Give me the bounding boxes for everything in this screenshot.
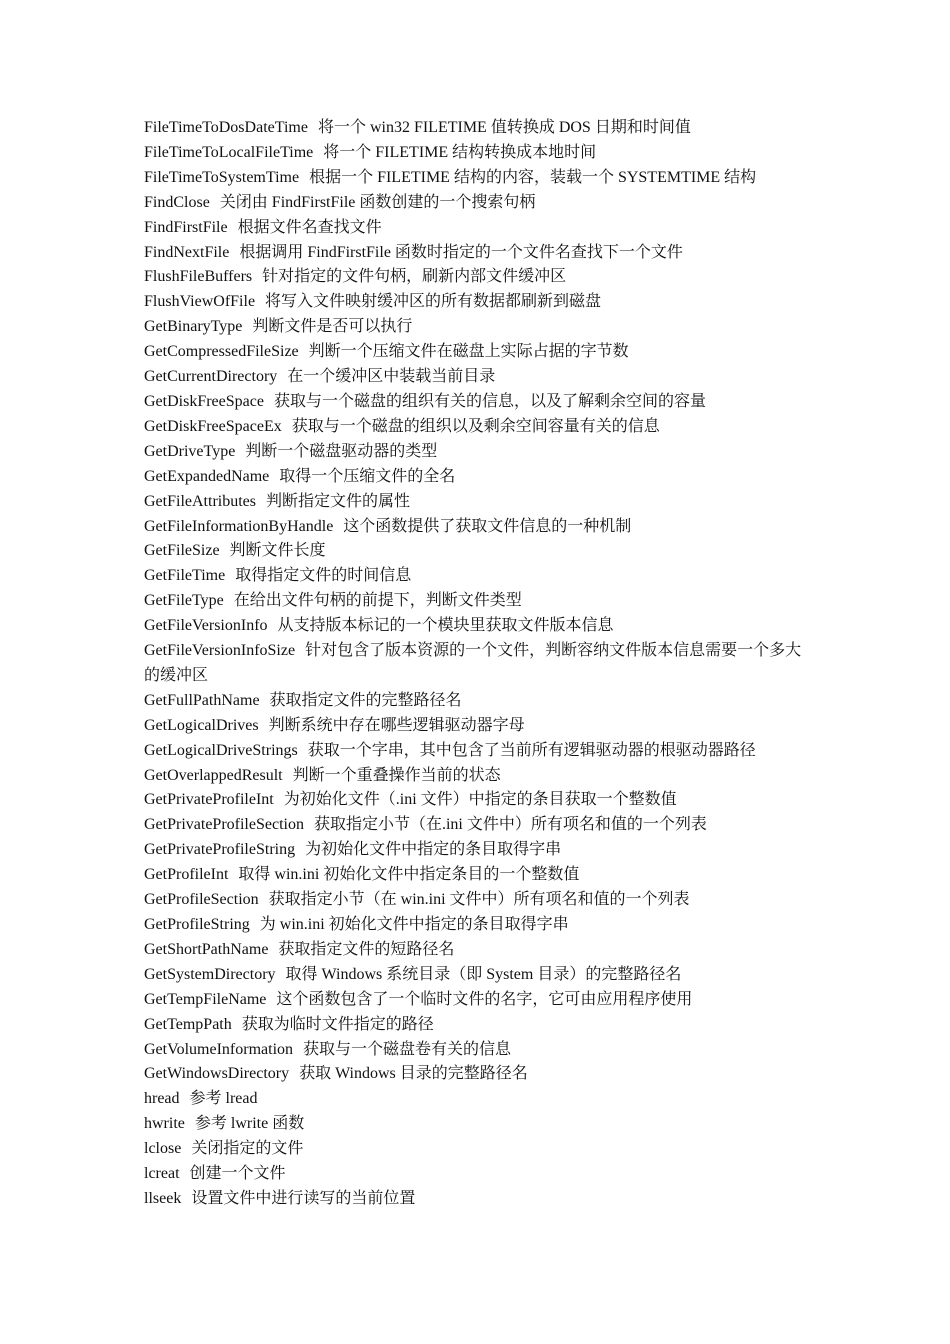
function-description: 针对包含了版本资源的一个文件，判断容纳文件版本信息需要一个多大的缓冲区 xyxy=(144,642,802,684)
function-entry xyxy=(144,365,812,390)
function-name: GetPrivateProfileInt xyxy=(144,791,274,809)
function-description: 为初始化文件（.ini 文件）中指定的条目获取一个整数值 xyxy=(283,791,677,809)
function-entry xyxy=(144,689,812,714)
function-description: 将一个 FILETIME 结构转换成本地时间 xyxy=(323,143,597,161)
function-description: 为初始化文件中指定的条目取得字串 xyxy=(305,841,562,859)
function-name: GetFileVersionInfo xyxy=(144,617,268,635)
function-description: 将一个 win32 FILETIME 值转换成 DOS 日期和时间值 xyxy=(317,119,691,136)
function-description: 获取指定小节（在.ini 文件中）所有项名和值的一个列表 xyxy=(313,816,707,834)
function-description: 根据一个 FILETIME 结构的内容，装载一个 SYSTEMTIME 结构 xyxy=(309,168,757,186)
function-entry xyxy=(144,963,812,988)
function-description: 取得 Windows 系统目录（即 System 目录）的完整路径名 xyxy=(285,965,682,983)
function-description: 获取指定小节（在 win.ini 文件中）所有项名和值的一个列表 xyxy=(268,891,690,909)
function-name: GetDiskFreeSpace xyxy=(144,392,264,410)
function-list xyxy=(144,116,812,1212)
function-name: GetLogicalDrives xyxy=(144,716,259,734)
function-name: hread xyxy=(144,1090,180,1108)
function-name: lclose xyxy=(144,1140,182,1158)
function-entry xyxy=(144,639,812,689)
function-entry xyxy=(144,988,812,1013)
function-description: 获取与一个磁盘的组织以及剩余空间容量有关的信息 xyxy=(291,417,660,435)
function-entry xyxy=(144,465,812,490)
function-name: GetCurrentDirectory xyxy=(144,368,278,386)
function-name: GetExpandedName xyxy=(144,467,270,485)
function-description: 获取为临时文件指定的路径 xyxy=(241,1015,434,1033)
function-entry xyxy=(144,589,812,614)
function-entry xyxy=(144,863,812,888)
function-entry xyxy=(144,913,812,938)
function-entry xyxy=(144,714,812,739)
function-entry xyxy=(144,739,812,764)
function-name: GetWindowsDirectory xyxy=(144,1065,290,1083)
function-name: llseek xyxy=(144,1189,182,1207)
function-name: FileTimeToDosDateTime xyxy=(144,119,308,136)
function-entry xyxy=(144,1187,812,1212)
function-name: GetCompressedFileSize xyxy=(144,343,299,361)
function-description: 创建一个文件 xyxy=(189,1165,286,1183)
function-name: GetDiskFreeSpaceEx xyxy=(144,417,282,435)
function-entry xyxy=(144,1087,812,1112)
function-description: 判断一个磁盘驱动器的类型 xyxy=(245,442,438,460)
function-name: FindClose xyxy=(144,193,210,211)
function-entry xyxy=(144,191,812,216)
function-name: GetProfileSection xyxy=(144,891,259,909)
function-description: 针对指定的文件句柄，刷新内部文件缓冲区 xyxy=(262,268,567,286)
function-name: FlushFileBuffers xyxy=(144,268,253,286)
function-description: 这个函数包含了一个临时文件的名字，它可由应用程序使用 xyxy=(276,990,693,1008)
function-entry xyxy=(144,216,812,241)
function-entry xyxy=(144,1062,812,1087)
function-description: 从支持版本标记的一个模块里获取文件版本信息 xyxy=(277,617,614,635)
function-description: 这个函数提供了获取文件信息的一种机制 xyxy=(343,517,632,535)
function-name: GetFileType xyxy=(144,592,224,610)
function-entry xyxy=(144,141,812,166)
function-entry xyxy=(144,166,812,191)
function-entry xyxy=(144,838,812,863)
function-entry xyxy=(144,888,812,913)
function-entry xyxy=(144,539,812,564)
function-entry xyxy=(144,515,812,540)
function-name: hwrite xyxy=(144,1115,185,1133)
function-description: 在给出文件句柄的前提下，判断文件类型 xyxy=(233,592,522,610)
function-name: GetTempPath xyxy=(144,1015,232,1033)
function-entry xyxy=(144,315,812,340)
function-description: 获取一个字串，其中包含了当前所有逻辑驱动器的根驱动器路径 xyxy=(307,741,756,759)
function-description: 为 win.ini 初始化文件中指定的条目取得字串 xyxy=(259,916,569,933)
function-name: FileTimeToSystemTime xyxy=(144,168,300,186)
function-entry xyxy=(144,390,812,415)
function-description: 关闭由 FindFirstFile 函数创建的一个搜索句柄 xyxy=(219,193,536,211)
function-entry xyxy=(144,265,812,290)
function-description: 获取指定文件的完整路径名 xyxy=(269,691,462,709)
function-description: 取得 win.ini 初始化文件中指定条目的一个整数值 xyxy=(238,866,580,884)
function-entry xyxy=(144,490,812,515)
function-name: GetFullPathName xyxy=(144,691,260,709)
function-entry xyxy=(144,116,812,141)
function-description: 关闭指定的文件 xyxy=(191,1140,304,1158)
function-entry xyxy=(144,1038,812,1063)
function-description: 取得一个压缩文件的全名 xyxy=(279,467,456,485)
function-entry xyxy=(144,788,812,813)
function-description: 获取指定文件的短路径名 xyxy=(278,940,455,958)
function-entry xyxy=(144,440,812,465)
function-description: 判断文件长度 xyxy=(229,542,326,560)
function-entry xyxy=(144,340,812,365)
function-name: GetPrivateProfileString xyxy=(144,841,296,859)
function-name: FindFirstFile xyxy=(144,218,228,236)
function-entry xyxy=(144,764,812,789)
function-name: FileTimeToLocalFileTime xyxy=(144,143,314,161)
function-entry xyxy=(144,1112,812,1137)
function-entry xyxy=(144,1162,812,1187)
function-description: 获取与一个磁盘的组织有关的信息，以及了解剩余空间的容量 xyxy=(273,392,706,410)
function-name: GetProfileString xyxy=(144,916,250,933)
function-description: 判断一个重叠操作当前的状态 xyxy=(292,766,501,784)
function-description: 参考 lread xyxy=(189,1090,258,1108)
function-description: 判断文件是否可以执行 xyxy=(252,318,413,336)
function-name: GetSystemDirectory xyxy=(144,965,276,983)
function-description: 获取与一个磁盘卷有关的信息 xyxy=(303,1040,512,1058)
function-entry xyxy=(144,241,812,266)
function-entry xyxy=(144,614,812,639)
function-name: GetDriveType xyxy=(144,442,236,460)
function-name: GetFileSize xyxy=(144,542,220,560)
function-entry xyxy=(144,415,812,440)
function-name: GetFileVersionInfoSize xyxy=(144,642,296,660)
function-description: 判断指定文件的属性 xyxy=(265,492,410,510)
function-name: GetOverlappedResult xyxy=(144,766,283,784)
function-name: lcreat xyxy=(144,1165,180,1183)
function-description: 设置文件中进行读写的当前位置 xyxy=(191,1189,416,1207)
function-name: GetFileTime xyxy=(144,567,226,585)
function-description: 根据调用 FindFirstFile 函数时指定的一个文件名查找下一个文件 xyxy=(239,243,683,261)
function-description: 判断系统中存在哪些逻辑驱动器字母 xyxy=(268,716,525,734)
function-name: GetTempFileName xyxy=(144,990,267,1008)
function-name: GetPrivateProfileSection xyxy=(144,816,304,834)
function-name: GetFileAttributes xyxy=(144,492,256,510)
function-description: 参考 lwrite 函数 xyxy=(194,1115,305,1133)
function-entry xyxy=(144,1137,812,1162)
function-name: FindNextFile xyxy=(144,243,230,261)
function-name: GetVolumeInformation xyxy=(144,1040,294,1058)
function-entry xyxy=(144,564,812,589)
function-entry xyxy=(144,813,812,838)
function-description: 判断一个压缩文件在磁盘上实际占据的字节数 xyxy=(308,343,629,361)
function-name: GetShortPathName xyxy=(144,940,269,958)
function-description: 在一个缓冲区中装载当前目录 xyxy=(287,368,496,386)
function-name: FlushViewOfFile xyxy=(144,293,256,311)
function-entry xyxy=(144,1013,812,1038)
function-name: GetLogicalDriveStrings xyxy=(144,741,298,759)
function-description: 根据文件名查找文件 xyxy=(237,218,382,236)
function-entry xyxy=(144,290,812,315)
function-entry xyxy=(144,938,812,963)
function-description: 将写入文件映射缓冲区的所有数据都刷新到磁盘 xyxy=(265,293,602,311)
function-name: GetFileInformationByHandle xyxy=(144,517,334,535)
function-description: 获取 Windows 目录的完整路径名 xyxy=(299,1065,528,1083)
function-name: GetProfileInt xyxy=(144,866,229,884)
function-description: 取得指定文件的时间信息 xyxy=(235,567,412,585)
function-name: GetBinaryType xyxy=(144,318,243,336)
